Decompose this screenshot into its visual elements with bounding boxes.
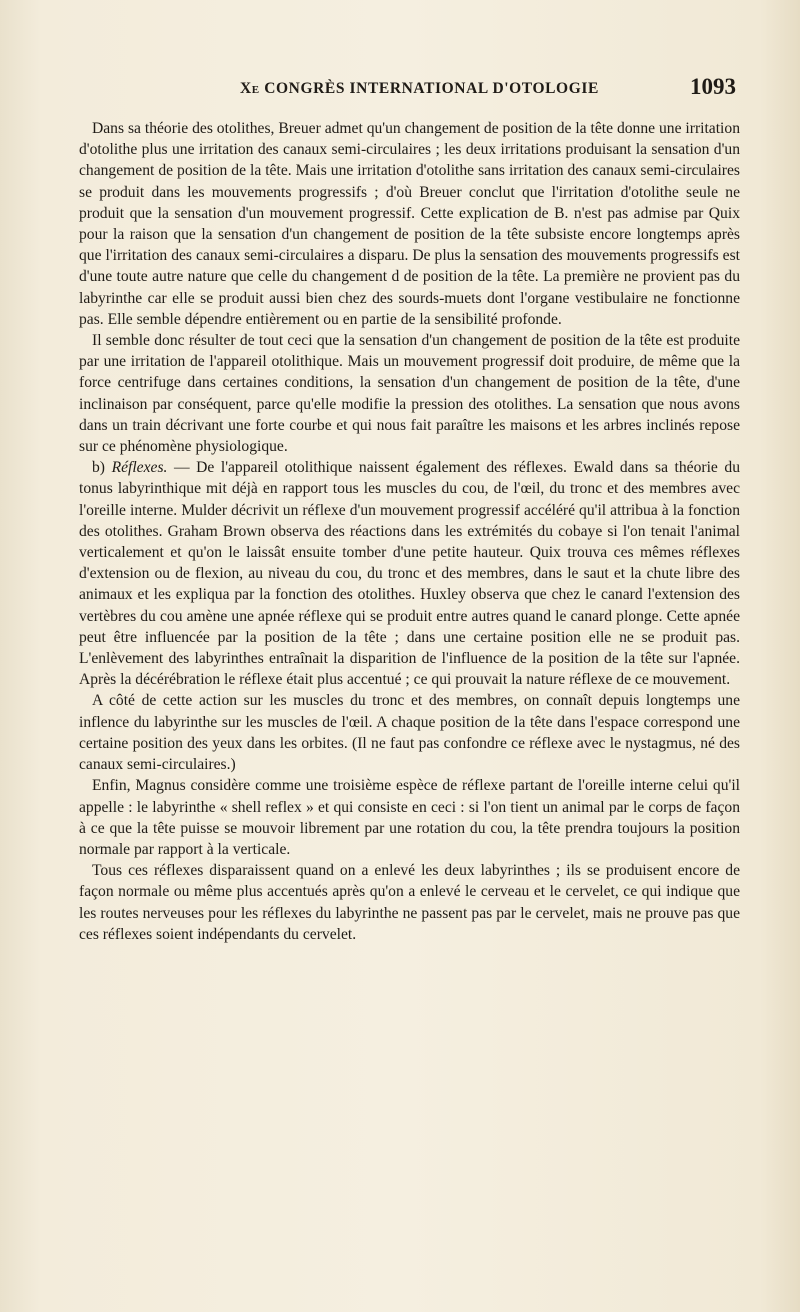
page-number: 1093 [690,74,736,99]
paragraph: Il semble donc résulter de tout ceci que la sensation d'un changement de position de la tête est produite par une irritation de l'appareil otolithique. Mais un mouvement progressif doit produire, de même que la force centrifuge dans certaines conditions, la sensation d'un changement de position de la tête, d'une inclinaison par conséquent, parce qu'elle modifie la pression des otolithes. La sensation que nous avons dans un train décrivant une forte courbe et qui nous fait paraître les maisons et les arbres inclinés repose sur ce phénomène physiologique. [79,332,740,456]
running-title: Xe CONGRÈS INTERNATIONAL D'OTOLOGIE [240,80,599,97]
subheading-dash: — [173,459,190,477]
subheading-title: Réflexes. [111,459,168,477]
paragraph-text: De l'appareil otolithique naissent également des réflexes. Ewald dans sa théorie du tonus labyrinthique mit déjà en rapport tous les muscles du cou, de l'œil, du tronc et des membres avec l'oreille interne. Mulder décrivit un réflexe d'un mouvement progressif accéléré qu'il attribua à la fonction des otolithes. Graham Brown observa des réactions dans les extrémités du cobaye si l'on tenait l'animal verticalement et qu'on le laissât ensuite tomber d'une petite hauteur. Quix trouva ces mêmes réflexes d'extension ou de flexion, au niveau du cou, du tronc et des membres, dans le saut et la chute libre des animaux et les expliqua par la fonction des otolithes. Huxley observa que chez le canard l'extension des vertèbres du cou amène une apnée réflexe qui se produit entre autres quand le canard plonge. Cette apnée peut être influencée par la position de la tête ; dans une certaine position elle ne se produit pas. L'enlèvement des labyrinthes entraînait la disparition de l'influence de la position de la tête sur l'apnée. Après la décérébration le réflexe était plus accentué ; ce qui prouvait la nature réflexe de ce mouvement. [79,459,740,689]
paragraph: Tous ces réflexes disparaissent quand on a enlevé les deux labyrinthes ; ils se produisent encore de façon normale ou même plus accentués après qu'on a enlevé le cerveau et le cervelet, ce qui indique que les routes nerveuses pour les réflexes du labyrinthe ne passent pas par le cervelet, mais ne prouve pas que ces réflexes soient indépendants du cervelet. [79,862,740,943]
body-text [79,118,740,945]
page-header [80,74,740,104]
paragraph: A côté de cette action sur les muscles du tronc et des membres, on connaît depuis longtemps une inflence du labyrinthe sur les muscles de l'œil. A chaque position de la tête dans l'espace correspond une certaine position des yeux dans les orbites. (Il ne faut pas confondre ce réflexe avec le nystagmus, né des canaux semi-circulaires.) [79,692,740,774]
paragraph: Enfin, Magnus considère comme une troisième espèce de réflexe partant de l'oreille interne celui qu'il appelle : le labyrinthe « shell reflex » et qui consiste en ceci : si l'on tient un animal par le corps de façon à ce que la tête puisse se mouvoir librement par une rotation du cou, la tête prendra toujours la position normale par rapport à la verticale. [79,777,740,858]
paragraph-reflexes [79,457,740,690]
paragraph: Dans sa théorie des otolithes, Breuer admet qu'un changement de position de la tête donne une irritation d'otolithe plus une irritation des canaux semi-circulaires ; les deux irritations produisant la sensation d'un changement de position de la tête. Mais une irritation d'otolithe sans irritation des canaux semi-circulaires se produit dans les mouvements progressifs ; d'où Breuer conclut que l'irritation d'otolithe seule ne produit que la sensation d'un mouvement progressif. Cette explication de B. n'est pas admise par Quix pour la raison que la sensation d'un changement de position de la tête subsiste encore longtemps après que l'irritation des canaux semi-circulaires a disparu. De plus la sensation des mouvements progressifs est d'une toute autre nature que celle du changement d de position de la tête. La première ne provient pas du labyrinthe car elle se produit aussi bien chez des sourds-muets dont l'organe vestibulaire ne fonctionne pas. Elle semble dépendre entièrement ou en partie de la sensibilité profonde. [79,120,740,328]
subheading-label: b) [92,459,105,477]
